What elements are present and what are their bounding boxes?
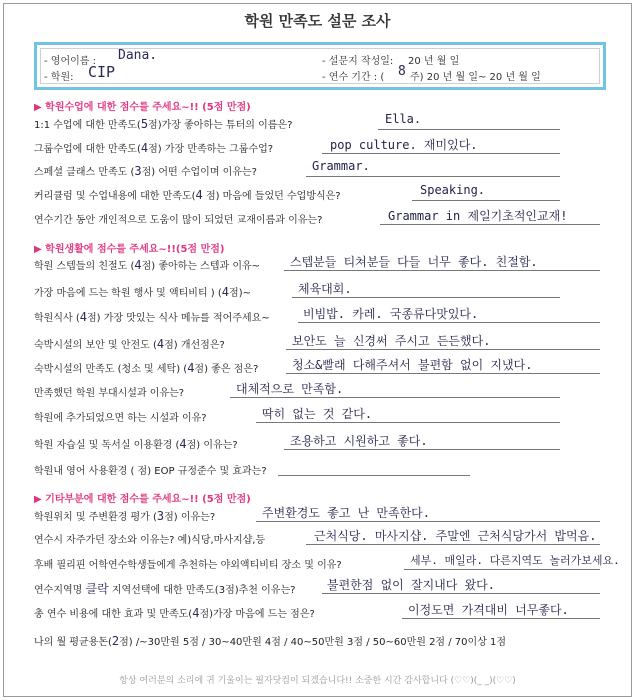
academy-label: - 학원:: [44, 72, 74, 83]
question-score: 3: [156, 509, 165, 523]
question-text-tail: 점) 개선점은?: [164, 340, 225, 351]
handwritten-answer[interactable]: 대체적으로 만족함.: [236, 382, 344, 396]
question-score: 4: [79, 310, 87, 324]
question-text: 숙박시설의 만족도 (청소 및 세탁) (: [34, 364, 188, 375]
answer-underline: [256, 422, 560, 423]
question-score: 3: [134, 164, 142, 178]
answer-underline: [306, 176, 560, 177]
handwritten-answer[interactable]: 근처식당. 마사지샵. 주말엔 근처식당가서 밥먹음.: [314, 529, 597, 543]
handwritten-answer[interactable]: 불편한점 없이 잘지내다 왔다.: [327, 578, 496, 592]
question-row: [34, 508, 215, 523]
question-text: 학원위치 및 주변환경 평가 (: [34, 512, 157, 523]
period-weeks: 8: [398, 64, 406, 79]
section-life: ▶ 학원생활에 점수를 주세요~!!(5점 만점): [34, 244, 225, 255]
answer-underline: [298, 322, 600, 323]
question-row: [34, 409, 207, 424]
question-text: 연수시 자주가던 장소와 이유는? 예)식당,마사지샵,등: [34, 535, 266, 546]
question-row: [34, 163, 257, 178]
question-text-tail: 점) 좋은 점은?: [194, 364, 259, 375]
handwritten-answer[interactable]: 세부. 매일라. 다른지역도 놀러가보세요.: [410, 554, 620, 567]
name-label: - 영어이름 :: [44, 56, 96, 67]
answer-underline: [322, 593, 600, 594]
question-text-tail: 점) 이유는?: [186, 440, 238, 451]
question-score: 4: [192, 606, 200, 620]
date-value: 20 년 월 일: [408, 56, 460, 67]
question-row: [34, 140, 273, 155]
question-text-tail: 점)가장 마음에 드는 점은?: [199, 609, 315, 620]
question-text-tail: 점) 좋아하는 스텝과 이유~: [141, 261, 261, 272]
footer-note: 항상 여러분의 소리에 귀 기울이는 필자닷컴이 되겠습니다!! 소중한 시간 감사합니다 (♡♡)(_ _)(♡♡): [119, 676, 516, 686]
handwritten-answer[interactable]: 딱히 없는 것 같다.: [262, 407, 373, 421]
question-row: [34, 580, 295, 597]
question-text: 그룹수업에 대한 만족도(: [34, 144, 141, 155]
question-row: [34, 436, 238, 451]
answer-underline: [230, 397, 560, 398]
question-row: [34, 633, 506, 648]
period-label: - 연수 기간 : (: [322, 72, 385, 83]
question-text-tail: 지역선택에 대한 만족도(3점)추천 이유는?: [108, 585, 296, 596]
question-text-tail: 점) 가장 맛있는 식사 메뉴를 적어주세요~: [86, 313, 270, 324]
question-text: 숙박시설의 보안 및 안전도 (: [34, 340, 157, 351]
answer-underline: [306, 544, 600, 545]
handwritten-answer[interactable]: 비빔밥. 카레. 국종류다맛있다.: [303, 307, 479, 321]
question-score: 4: [156, 337, 165, 351]
answer-underline: [402, 618, 600, 619]
handwritten-answer[interactable]: Ella.: [385, 112, 422, 126]
handwritten-answer[interactable]: Speaking.: [420, 183, 486, 197]
question-score: 5: [140, 117, 149, 131]
date-label: - 설문지 작성일:: [322, 56, 394, 67]
handwritten-answer[interactable]: 체육대회.: [298, 282, 352, 296]
question-score: 4: [221, 285, 230, 299]
question-text: 1:1 수업에 대한 만족도(: [34, 120, 141, 131]
question-text: 학원식사 (: [34, 313, 80, 324]
question-text: 학원 자습실 및 독서실 이용환경 (: [34, 440, 180, 451]
question-row: [34, 116, 292, 131]
page-title: 학원 만족도 설문 조사: [244, 12, 391, 30]
answer-underline: [286, 373, 600, 374]
handwritten-answer[interactable]: 주변환경도 좋고 난 만족한다.: [262, 506, 431, 520]
question-row: [34, 531, 265, 546]
question-text: 연수지역명: [34, 585, 86, 596]
question-text-tail: 점) /~30만원 5점 / 30~40만원 4점 / 40~50만원 3점 / 50~60만원 2점 / 70이상 1점: [119, 637, 507, 648]
section-class: ▶ 학원수업에 대한 점수를 주세요~!! (5점 만점): [34, 102, 251, 113]
question-text: 만족했던 학원 부대시설과 이유는?: [34, 388, 185, 399]
question-row: [34, 211, 322, 226]
question-row: [34, 556, 342, 571]
handwritten-answer[interactable]: 스텝분들 티쳐분들 다들 너무 좋다. 친절함.: [290, 255, 538, 269]
answer-underline: [322, 153, 560, 154]
question-score: 2: [111, 634, 120, 648]
handwritten-answer[interactable]: 이정도면 가격대비 너무좋다.: [408, 603, 569, 617]
question-score: 4: [134, 258, 142, 272]
question-score: 4: [140, 141, 149, 155]
question-text: 나의 월 평균용돈(: [34, 637, 112, 648]
question-text-tail: 점) 어떤 수업이며 이유는?: [141, 167, 257, 178]
question-text: 총 연수 비용에 대한 효과 및 만족도(: [34, 609, 193, 620]
handwritten-answer[interactable]: Grammar.: [312, 159, 370, 173]
question-row: [34, 605, 315, 620]
question-row: [34, 360, 258, 375]
question-text: 학원 스텝들의 친절도 (: [34, 261, 135, 272]
answer-underline: [284, 270, 600, 271]
question-text: 학원에 추가되었으면 하는 시설과 이유?: [34, 413, 207, 424]
question-score: 4: [179, 437, 187, 451]
answer-underline: [284, 449, 560, 450]
question-score: 클락: [85, 582, 109, 596]
question-text-tail: 점) 가장 만족하는 그룹수업?: [148, 144, 274, 155]
answer-underline: [292, 297, 560, 298]
question-text: 학원내 영어 사용환경 ( 점) EOP 규정준수 및 효과는?: [34, 466, 267, 477]
question-row: [34, 309, 270, 324]
name-value: Dana.: [118, 48, 158, 63]
question-text: 후배 필리핀 어학연수학생들에게 추천하는 야외액티비티 장소 및 이유?: [34, 560, 342, 571]
question-text-tail: 점)가장 좋아하는 튜터의 이름은?: [148, 120, 293, 131]
question-text-tail: 점)~: [229, 288, 251, 299]
academy-value: CIP: [88, 63, 116, 81]
question-text: 스페셜 클래스 만족도 (: [34, 167, 135, 178]
handwritten-answer[interactable]: 조용하고 시원하고 좋다.: [290, 434, 428, 448]
question-text: 가장 마음에 드는 학원 행사 및 액티비티 ) (: [34, 288, 222, 299]
question-text: 커리큘럼 및 수업내용에 대한 만족도(: [34, 191, 196, 202]
answer-underline: [380, 224, 600, 225]
question-row: [34, 284, 251, 299]
question-row: [34, 462, 267, 477]
handwritten-answer[interactable]: 보안도 늘 신경써 주시고 든든했다.: [292, 334, 491, 348]
answer-underline: [278, 475, 470, 476]
question-score: 4: [187, 361, 195, 375]
answer-underline: [378, 129, 560, 130]
question-row: [34, 384, 184, 399]
question-row: [34, 257, 260, 272]
handwritten-answer[interactable]: pop culture. 재미있다.: [330, 138, 478, 152]
question-row: [34, 336, 225, 351]
answer-underline: [286, 349, 600, 350]
answer-underline: [404, 569, 600, 570]
question-text: 연수기간 동안 개인적으로 도움이 많이 되었던 교재이름과 이유는?: [34, 215, 323, 226]
question-row: [34, 187, 341, 202]
period-rest: 주) 20 년 월 일~ 20 년 월 일: [410, 72, 541, 83]
answer-underline: [412, 200, 560, 201]
section-etc: ▶ 기타부분에 대한 점수를 주세요~!! (5점 만점): [34, 494, 251, 505]
handwritten-answer[interactable]: 청소&빨래 다해주셔서 불편함 없이 지냈다.: [292, 358, 533, 372]
handwritten-answer[interactable]: Grammar in 제일기초적인교재!: [388, 209, 568, 223]
question-text-tail: 점) 이유는?: [164, 512, 216, 523]
question-score: 4: [195, 188, 203, 202]
question-text-tail: 점) 마음에 들었던 수업방식은?: [202, 191, 341, 202]
answer-underline: [256, 521, 600, 522]
